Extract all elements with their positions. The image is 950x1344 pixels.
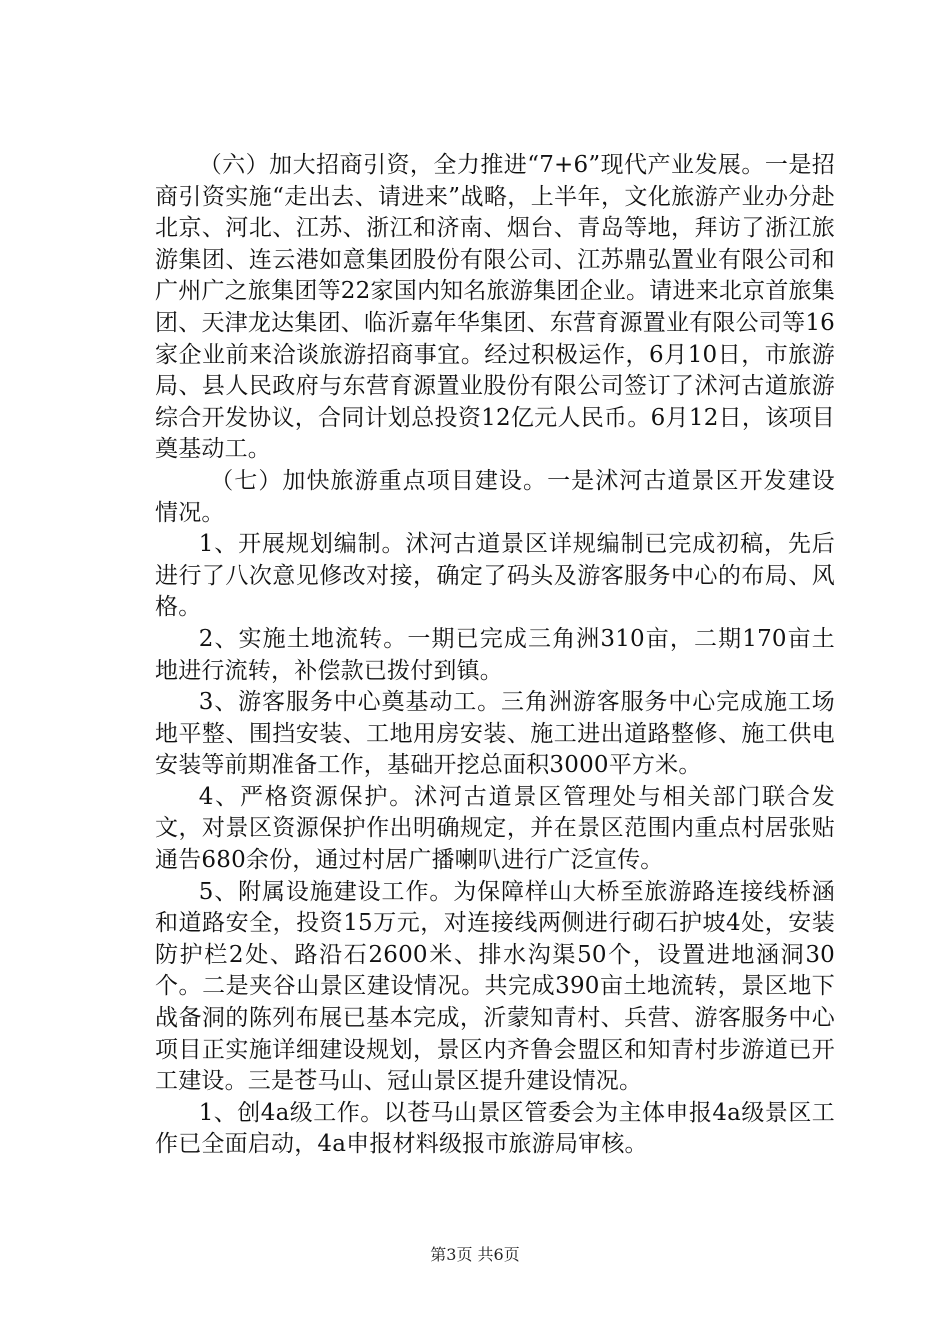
- paragraph-visitor-center: 3、游客服务中心奠基动工。三角洲游客服务中心完成施工场地平整、围挡安装、工地用房安装、施工进出道路整修、施工供电安装等前期准备工作，基础开挖总面积3000平方米。: [155, 689, 835, 779]
- page-footer: 第3页 共6页: [430, 1245, 520, 1264]
- paragraph-key-projects: （七）加快旅游重点项目建设。一是沭河古道景区开发建设情况。: [155, 467, 835, 526]
- paragraph-land-transfer: 2、实施土地流转。一期已完成三角洲310亩，二期170亩土地进行流转，补偿款已拨付到镇。: [155, 625, 835, 684]
- paragraph-investment: （六）加大招商引资，全力推进“7+6”现代产业发展。一是招商引资实施“走出去、请进来”战略，上半年，文化旅游产业办分赴北京、河北、江苏、浙江和济南、烟台、青岛等地，拜访了浙江旅游集团、连云港如意集团股份有限公司、江苏鼎弘置业有限公司和广州广之旅集团等22家国内知名旅游集团企业。请进来北京首旅集团、天津龙达集团、临沂嘉年华集团、东营育源置业有限公司等16家企业前来洽谈旅游招商事宜。经过积极运作，6月10日，市旅游局、县人民政府与东营育源置业股份有限公司签订了沭河古道旅游综合开发协议，合同计划总投资12亿元人民币。6月12日，该项目奠基动工。: [155, 152, 835, 463]
- paragraph-4a-application: 1、创4a级工作。以苍马山景区管委会为主体申报4a级景区工作已全面启动，4a申报材料级报市旅游局审核。: [155, 1099, 835, 1158]
- paragraph-resource-protection: 4、严格资源保护。沭河古道景区管理处与相关部门联合发文，对景区资源保护作出明确规定，并在景区范围内重点村居张贴通告680余份，通过村居广播喇叭进行广泛宣传。: [155, 783, 835, 874]
- paragraph-planning: 1、开展规划编制。沭河古道景区详规编制已完成初稿，先后进行了八次意见修改对接，确定了码头及游客服务中心的布局、风格。: [155, 531, 835, 621]
- document-body: [155, 150, 835, 1161]
- paragraph-facilities: 5、附属设施建设工作。为保障样山大桥至旅游路连接线桥涵和道路安全，投资15万元，对连接线两侧进行砌石护坡4处，安装防护栏2处、路沿石2600米、排水沟渠50个，设置进地涵洞30个。二是夹谷山景区建设情况。共完成390亩土地流转，景区地下战备洞的陈列布展已基本完成，沂蒙知青村、兵营、游客服务中心项目正实施详细建设规划，景区内齐鲁会盟区和知青村步游道已开工建设。三是苍马山、冠山景区提升建设情况。: [155, 878, 835, 1095]
